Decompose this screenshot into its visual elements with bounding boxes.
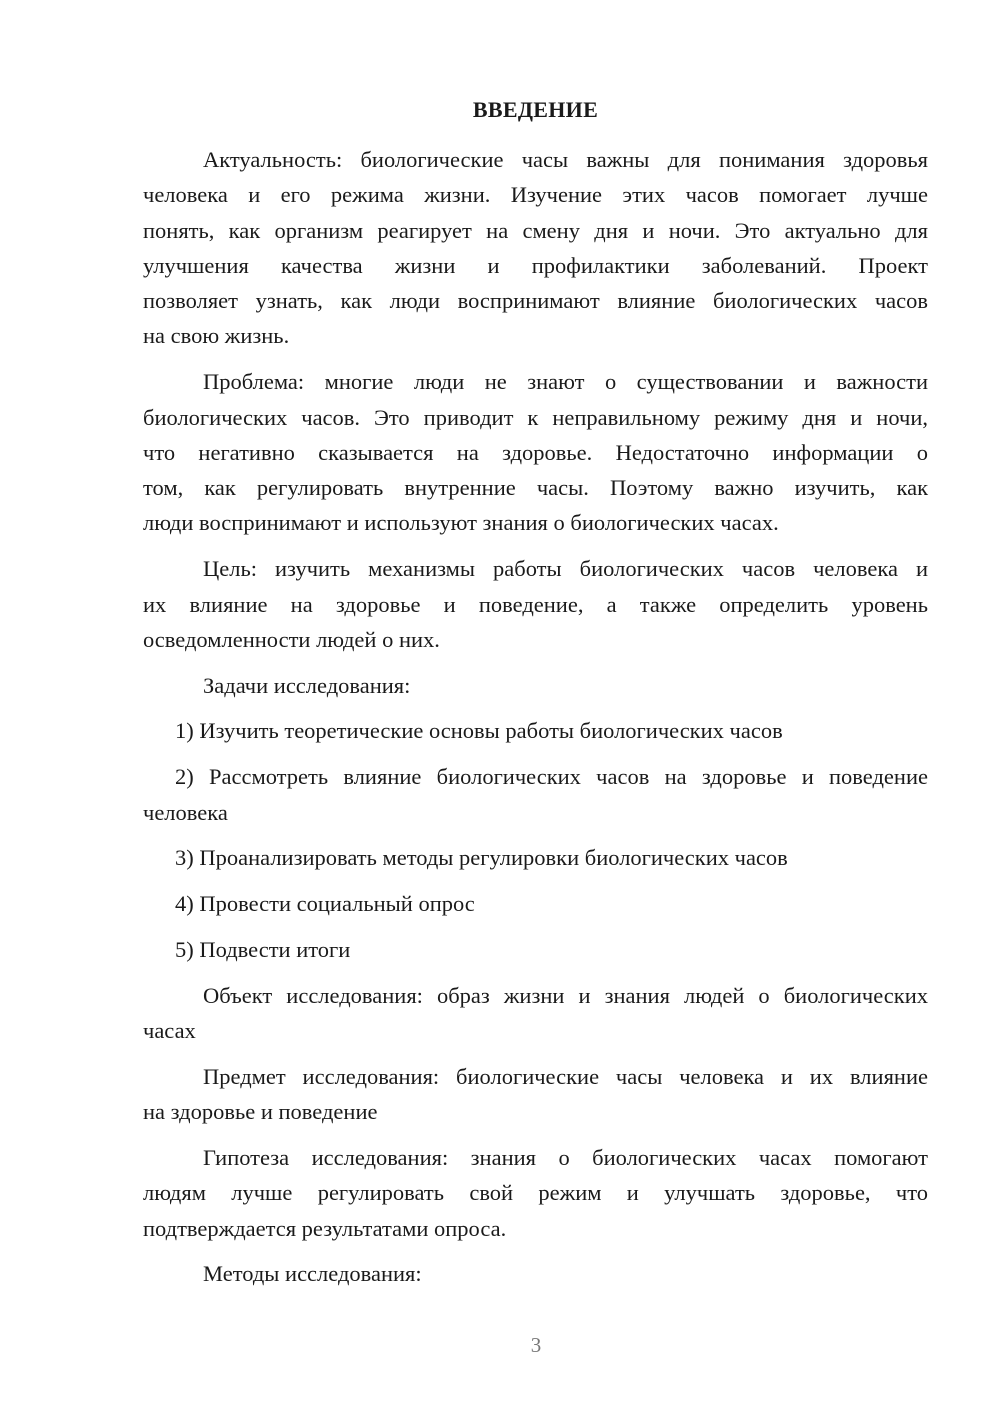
text-line: осведомленности людей о них.: [143, 626, 440, 652]
list-item: [143, 759, 928, 830]
text-line: 4) Провести социальный опрос: [175, 891, 475, 917]
text-line: Объект исследования: образ жизни и знания людей о биологических: [203, 982, 928, 1008]
list-item: [143, 932, 928, 967]
text-line: 2) Рассмотреть влияние биологических часов на здоровье и поведение: [175, 764, 928, 790]
list-item: [143, 713, 928, 748]
paragraph: [143, 364, 928, 540]
text-line: Методы исследования:: [203, 1261, 422, 1287]
text-line: 5) Подвести итоги: [175, 936, 351, 962]
text-line: человека и его режима жизни. Изучение этих часов помогает лучше: [143, 182, 928, 208]
text-line: понять, как организм реагирует на смену дня и ночи. Это актуально для: [143, 217, 928, 243]
paragraph: [143, 1140, 928, 1246]
text-line: Предмет исследования: биологические часы человека и их влияние: [203, 1063, 928, 1089]
text-line: на свою жизнь.: [143, 323, 290, 349]
text-line: 3) Проанализировать методы регулировки биологических часов: [175, 845, 788, 871]
text-line: улучшения качества жизни и профилактики заболеваний. Проект: [143, 252, 928, 278]
text-line: подтверждается результатами опроса.: [143, 1215, 507, 1241]
text-line: что негативно сказывается на здоровье. Недостаточно информации о: [143, 439, 928, 465]
text-line: позволяет узнать, как люди воспринимают влияние биологических часов: [143, 288, 928, 314]
text-line: Проблема: многие люди не знают о существовании и важности: [203, 369, 928, 395]
section-title: ВВЕДЕНИЕ: [472, 97, 599, 122]
paragraph: [143, 668, 928, 703]
text-line: Задачи исследования:: [203, 672, 411, 698]
text-line: Гипотеза исследования: знания о биологических часах помогают: [203, 1144, 928, 1170]
text-line: люди воспринимают и используют знания о биологических часах.: [143, 510, 779, 536]
text-line: том, как регулировать внутренние часы. Поэтому важно изучить, как: [143, 475, 928, 501]
paragraph: [143, 1059, 928, 1130]
document-body: [143, 142, 928, 1292]
text-line: их влияние на здоровье и поведение, а также определить уровень: [143, 591, 928, 617]
paragraph: [143, 978, 928, 1049]
list-item: [143, 886, 928, 921]
text-line: 1) Изучить теоретические основы работы биологических часов: [175, 718, 783, 744]
text-line: на здоровье и поведение: [143, 1099, 378, 1125]
text-line: биологических часов. Это приводит к неправильному режиму дня и ночи,: [143, 404, 928, 430]
paragraph: [143, 142, 928, 354]
list-item: [143, 840, 928, 875]
text-line: часах: [143, 1018, 196, 1044]
text-line: Актуальность: биологические часы важны для понимания здоровья: [203, 147, 928, 172]
paragraph: [143, 1256, 928, 1291]
text-line: человека: [143, 799, 228, 825]
document-page: [143, 92, 928, 1302]
page-number: 3: [530, 1333, 542, 1357]
text-line: людям лучше регулировать свой режим и улучшать здоровье, что: [143, 1180, 928, 1206]
text-line: Цель: изучить механизмы работы биологических часов человека и: [203, 556, 928, 582]
paragraph: [143, 551, 928, 657]
